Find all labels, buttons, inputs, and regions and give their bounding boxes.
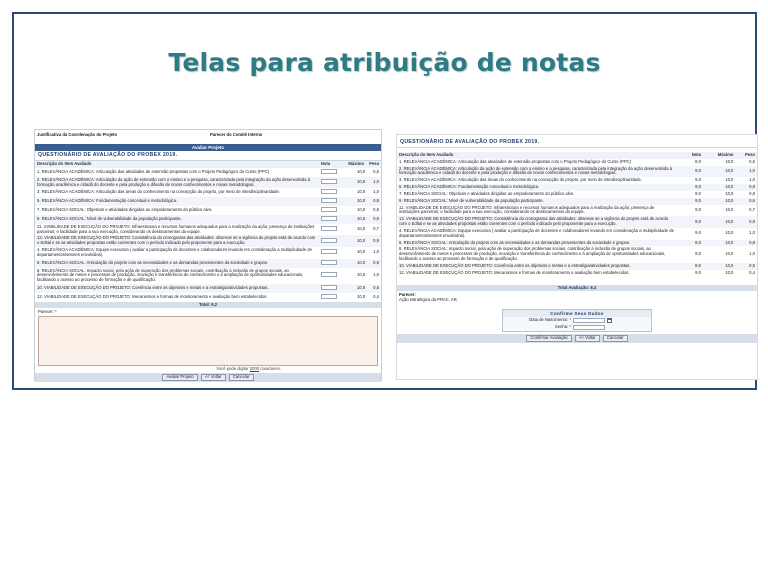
- justification-label: Justificativa da Coordenação do Projeto: [37, 132, 118, 137]
- nota-cell: [319, 215, 347, 224]
- item-description: 4. RELEVÂNCIA ACADÊMICA: Equipe executora ( avaliar a participação de docentes e colaboradores levando em consideração a multiplicidade de departamentos/setores envolvidos).: [37, 247, 312, 257]
- summary-table: [397, 152, 757, 277]
- item-score: 9,0: [678, 184, 703, 191]
- item-max: 10,0: [357, 168, 366, 174]
- item-weight: 0,6: [735, 198, 757, 205]
- item-max: 10,0: [725, 190, 734, 196]
- item-max: 10,0: [357, 249, 366, 255]
- item-weight: 0,5: [735, 263, 757, 270]
- char-count: 2000: [249, 366, 260, 372]
- item-weight: 1,0: [749, 230, 755, 236]
- nota-cell: [319, 247, 347, 259]
- password-input[interactable]: [573, 325, 605, 330]
- col-peso: Peso: [369, 161, 380, 167]
- item-max: 10,0: [346, 197, 367, 206]
- item-weight: 0,5: [749, 158, 755, 164]
- table-row: [397, 191, 757, 198]
- item-description: 2. RELEVÂNCIA ACADÊMICA: Articulação da ação de extensão com o ensino e a pesquisa, caracterizada pela integração da ação desenvolvida à formação acadêmica e cidadã do docente e pela produção e difusão de novos conhecimentos e novas metodologias.: [35, 177, 319, 189]
- col-maximo: Máximo: [346, 161, 367, 168]
- nota-input[interactable]: [321, 249, 337, 254]
- item-description: 4. RELEVÂNCIA ACADÊMICA: Equipe executora ( avaliar a participação de docentes e colaboradores levando em consideração a multiplicidade de departamentos/setores envolvidos).: [399, 227, 674, 238]
- item-score: 9,0: [695, 230, 701, 236]
- item-score: 9,0: [695, 177, 701, 183]
- char-note-prefix: Você pode digitar: [216, 366, 249, 372]
- slide-frame: [12, 12, 757, 390]
- item-score: 9,0: [678, 166, 703, 178]
- col-maximo: Máximo: [703, 152, 735, 159]
- item-max: 10,0: [357, 189, 366, 195]
- nota-input[interactable]: [321, 216, 337, 221]
- table-row: [35, 197, 381, 206]
- committee-opinion-label: Parecer do Comitê Interno: [210, 132, 263, 137]
- nota-cell: [319, 177, 347, 189]
- item-max: 10,0: [357, 272, 366, 278]
- calendar-icon[interactable]: [607, 318, 612, 323]
- table-row: [35, 268, 381, 284]
- item-score: 9,0: [678, 216, 703, 228]
- table-row: [397, 246, 757, 262]
- item-description: 1. RELEVÂNCIA ACADÊMICA: Articulação das atividades de extensão propostas com o Projeto Pedagógico do Curso (PPC): [399, 158, 632, 164]
- button-bar: [397, 334, 757, 343]
- item-weight: 0,7: [373, 226, 379, 232]
- item-weight: 0,7: [749, 207, 755, 212]
- item-description: 7. RELEVÂNCIA SOCIAL: Objetivos e atividades dirigidas ao empoderamento do público alvo.: [399, 190, 575, 196]
- nota-cell: [319, 293, 347, 302]
- table-row: [397, 205, 757, 217]
- item-score: 8,0: [678, 263, 703, 270]
- nota-cell: [319, 188, 347, 197]
- table-row: [35, 235, 381, 247]
- nota-input[interactable]: [321, 169, 337, 174]
- item-description: 6. RELEVÂNCIA SOCIAL: Articulação do projeto com as necessidades e as demandas provenientes da sociedade e grupos.: [35, 259, 319, 268]
- item-score: 9,0: [695, 269, 701, 275]
- item-description: 10. VIABILIDADE DE EXECUÇÃO DO PROJETO: Coerência entre os objetivos e metas e a estratégia/atividades propostas.: [35, 284, 319, 293]
- item-description: 1. RELEVÂNCIA ACADÊMICA: Articulação das atividades de extensão propostas com o Projeto Pedagógico do Curso (PPC): [37, 168, 270, 174]
- item-description: 11. VIABILIDADE DE EXECUÇÃO DO PROJETO: Infraestrutura e recursos humanos adequados para a realização da ação; presença de instituições parceiras; e facilidade para a sua execução, considerando os deslocamentos da equipe.: [399, 204, 655, 215]
- evaluation-form-panel: [34, 129, 382, 381]
- button-bar: [35, 373, 381, 382]
- back-button[interactable]: << Voltar: [575, 335, 600, 342]
- table-row: [35, 177, 381, 189]
- item-max: 10,0: [346, 235, 367, 247]
- item-max: 10,0: [357, 207, 366, 213]
- item-description: 5. RELEVÂNCIA ACADÊMICA: Fundamentação conceitual e metodológica.: [397, 184, 678, 191]
- char-counter-note: [35, 367, 381, 372]
- parecer-textarea[interactable]: [38, 316, 378, 366]
- table-row: [35, 215, 381, 224]
- item-max: 10,0: [357, 226, 366, 232]
- item-description: 2. RELEVÂNCIA ACADÊMICA: Articulação da ação de extensão com o ensino e a pesquisa, caracterizada pela integração da ação desenvolvida à formação acadêmica e cidadã do docente e pela produção e difusão de novos conhecimentos e novas metodologias.: [397, 166, 678, 178]
- item-weight: 0,9: [367, 235, 381, 247]
- table-row: [397, 228, 757, 240]
- item-weight: 1,0: [749, 251, 755, 257]
- nota-input[interactable]: [321, 238, 337, 243]
- item-description: 9. RELEVÂNCIA SOCIAL: Nível de vulnerabilidade da população participante.: [35, 215, 319, 224]
- item-max: 10,0: [725, 251, 734, 257]
- table-row: [35, 259, 381, 268]
- item-score: 9,0: [695, 251, 701, 257]
- table-row: [35, 168, 381, 177]
- nota-input[interactable]: [321, 207, 337, 212]
- item-description: 5. RELEVÂNCIA ACADÊMICA: Fundamentação conceitual e metodológica.: [35, 197, 319, 206]
- nota-input[interactable]: [321, 179, 337, 184]
- item-weight: 1,0: [373, 189, 379, 195]
- password-row: [503, 324, 651, 331]
- nota-cell: [319, 235, 347, 247]
- nota-input[interactable]: [321, 272, 337, 277]
- nota-cell: [319, 284, 347, 293]
- item-score: 8,0: [678, 240, 703, 247]
- item-max: 10,0: [703, 166, 735, 178]
- item-weight: 0,5: [373, 168, 379, 174]
- evaluation-table: [35, 161, 381, 302]
- item-description: 8. RELEVÂNCIA SOCIAL: Impacto social, pela ação de superação dos problemas sociais, contribuição à inclusão de grupos sociais, ao desenvolvimento de meios e processos de produção, inovação e transferência de conhecimento e à ampliação de oportunidades educacionais, facilitando o acesso ao processo de formação e de qualificação.: [37, 267, 304, 283]
- table-row: [397, 177, 757, 184]
- table-row: [397, 198, 757, 205]
- item-max: 10,0: [725, 158, 734, 164]
- parecer-label: Parecer:: [399, 292, 416, 298]
- nota-cell: [319, 268, 347, 284]
- item-description: 10. VIABILIDADE DE EXECUÇÃO DO PROJETO: Coerência entre os objetivos e metas e a estratégia/atividades propostas.: [397, 263, 678, 270]
- parecer-label: Parecer: *: [38, 309, 57, 315]
- item-weight: 0,8: [373, 207, 379, 213]
- table-row: [397, 159, 757, 166]
- item-max: 10,0: [725, 230, 734, 236]
- item-weight: 1,0: [373, 272, 379, 278]
- table-row: [397, 263, 757, 270]
- item-weight: 1,0: [749, 177, 755, 183]
- table-row: [397, 216, 757, 228]
- item-score: 9,0: [695, 207, 701, 212]
- item-score: 9,0: [678, 198, 703, 205]
- item-weight: 0,9: [735, 216, 757, 228]
- confirm-data-box: [502, 309, 652, 332]
- table-row: [397, 166, 757, 178]
- nota-cell: [319, 197, 347, 206]
- questionnaire-title: QUESTIONÁRIO DE AVALIAÇÃO DO PROBEX 2019.: [35, 151, 381, 161]
- nota-input[interactable]: [321, 189, 337, 194]
- justification-header: [35, 132, 381, 139]
- nota-input[interactable]: [321, 285, 337, 290]
- item-max: 10,0: [703, 240, 735, 247]
- col-peso: Peso: [735, 152, 757, 159]
- nota-cell: [319, 259, 347, 268]
- item-score: 9,0: [695, 190, 701, 196]
- table-row: [35, 247, 381, 259]
- item-max: 10,0: [703, 198, 735, 205]
- item-score: 8,0: [695, 158, 701, 164]
- evaluation-summary-panel: [396, 134, 758, 380]
- item-weight: 0,8: [735, 184, 757, 191]
- table-row: [397, 184, 757, 191]
- slide-title: Telas para atribuição de notas: [168, 48, 601, 77]
- col-item: Descrição do Item Avaliado: [35, 161, 319, 168]
- item-max: 10,0: [346, 259, 367, 268]
- item-description: 12. VIABILIDADE DE EXECUÇÃO DO PROJETO: Mecanismos e formas de monitoramento e avaliação bem estabelecidos.: [399, 269, 630, 275]
- item-max: 10,0: [346, 215, 367, 224]
- item-max: 10,0: [357, 293, 366, 299]
- item-max: 10,0: [703, 184, 735, 191]
- birth-date-input[interactable]: [573, 318, 605, 323]
- item-weight: 0,8: [367, 259, 381, 268]
- section-bar: Avaliar Projeto: [35, 144, 381, 151]
- table-row: [35, 206, 381, 215]
- item-description: 7. RELEVÂNCIA SOCIAL: Objetivos e atividades dirigidas ao empoderamento do público alvo.: [37, 207, 213, 213]
- nota-input[interactable]: [321, 226, 337, 231]
- table-row: [35, 188, 381, 197]
- item-description: 13. VIABILIDADE DE EXECUÇÃO DO PROJETO: Consistência do cronograma das atividades: observar se a vigência do projeto está de acordo com o Edital e se as atividades propostas estão coerentes com o período indicado pelo proponente para a execução.: [397, 216, 678, 228]
- table-row: [35, 293, 381, 302]
- confirm-evaluation-button[interactable]: Confirmar Avaliação: [526, 335, 571, 342]
- col-nota: Nota: [319, 161, 347, 168]
- item-weight: 0,4: [749, 269, 755, 275]
- item-description: 3. RELEVÂNCIA ACADÊMICA: Articulação das áreas do conhecimento na concepção do projeto, por meio de interdisciplinaridade.: [399, 177, 643, 183]
- nota-input[interactable]: [321, 260, 337, 265]
- item-weight: 0,4: [373, 293, 379, 299]
- item-weight: 1,0: [367, 177, 381, 189]
- birth-date-label: Data de Nascimento: *: [529, 317, 571, 323]
- item-description: 13. VIABILIDADE DE EXECUÇÃO DO PROJETO: Consistência do cronograma das atividades: observar se a vigência do projeto está de acordo com o Edital e se as atividades propostas estão coerentes com o período indicado pelo proponente para a execução.: [35, 235, 319, 247]
- cancel-button[interactable]: Cancelar: [229, 374, 254, 381]
- table-row: [35, 224, 381, 236]
- item-description: 3. RELEVÂNCIA ACADÊMICA: Articulação das áreas do conhecimento na concepção do projeto, por meio de interdisciplinaridade.: [37, 189, 281, 195]
- table-row: [397, 240, 757, 247]
- item-weight: 0,8: [735, 240, 757, 247]
- char-note-suffix: caracteres.: [260, 366, 281, 372]
- item-weight: 1,0: [735, 166, 757, 178]
- item-description: 8. RELEVÂNCIA SOCIAL: Impacto social, pela ação de superação dos problemas sociais, contribuição à inclusão de grupos sociais, ao desenvolvimento de meios e processos de produção, inovação e transferência de conhecimento e à ampliação de oportunidades educacionais, facilitando o acesso ao processo de formação e de qualificação.: [399, 246, 666, 262]
- item-max: 10,0: [703, 216, 735, 228]
- item-weight: 0,8: [749, 190, 755, 196]
- item-description: 9. RELEVÂNCIA SOCIAL: Nível de vulnerabilidade da população participante.: [397, 198, 678, 205]
- birth-date-row: [503, 317, 651, 324]
- item-max: 10,0: [346, 177, 367, 189]
- password-label: Senha: *: [554, 324, 571, 330]
- total-score: Total: 9,2: [35, 302, 381, 309]
- item-max: 10,0: [725, 269, 734, 275]
- total-evaluation: Total Avaliação: 8,4: [397, 285, 757, 292]
- item-weight: 0,5: [367, 284, 381, 293]
- questionnaire-title: QUESTIONÁRIO DE AVALIAÇÃO DO PROBEX 2019.: [397, 138, 757, 148]
- nota-cell: [319, 224, 347, 236]
- confirm-title: Confirme Seus Dados: [503, 310, 651, 317]
- nota-input[interactable]: [321, 294, 337, 299]
- nota-cell: [319, 206, 347, 215]
- table-row: [397, 270, 757, 277]
- table-row: [35, 284, 381, 293]
- item-max: 10,0: [725, 177, 734, 183]
- item-max: 10,0: [725, 207, 734, 212]
- col-nota: Nota: [678, 152, 703, 159]
- nota-input[interactable]: [321, 198, 337, 203]
- parecer-text: Ação estratégica da PRAC. AR.: [399, 297, 458, 303]
- item-max: 10,0: [346, 284, 367, 293]
- evaluate-project-button[interactable]: Avaliar Projeto: [162, 374, 197, 381]
- back-button[interactable]: << Voltar: [201, 374, 226, 381]
- item-description: 12. VIABILIDADE DE EXECUÇÃO DO PROJETO: Mecanismos e formas de monitoramento e avaliação bem estabelecidos.: [37, 293, 268, 299]
- item-description: 6. RELEVÂNCIA SOCIAL: Articulação do projeto com as necessidades e as demandas provenientes da sociedade e grupos.: [397, 240, 678, 247]
- nota-cell: [319, 168, 347, 177]
- item-weight: 0,8: [367, 197, 381, 206]
- item-weight: 0,6: [367, 215, 381, 224]
- item-weight: 1,0: [373, 249, 379, 255]
- item-description: 11. VIABILIDADE DE EXECUÇÃO DO PROJETO: Infraestrutura e recursos humanos adequados para a realização da ação; presença de instituições parceiras; e facilidade para a sua execução, considerando os deslocamentos da equipe.: [37, 223, 315, 234]
- cancel-button[interactable]: Cancelar: [603, 335, 628, 342]
- col-item: Descrição do Item Avaliado: [397, 152, 678, 159]
- item-max: 10,0: [703, 263, 735, 270]
